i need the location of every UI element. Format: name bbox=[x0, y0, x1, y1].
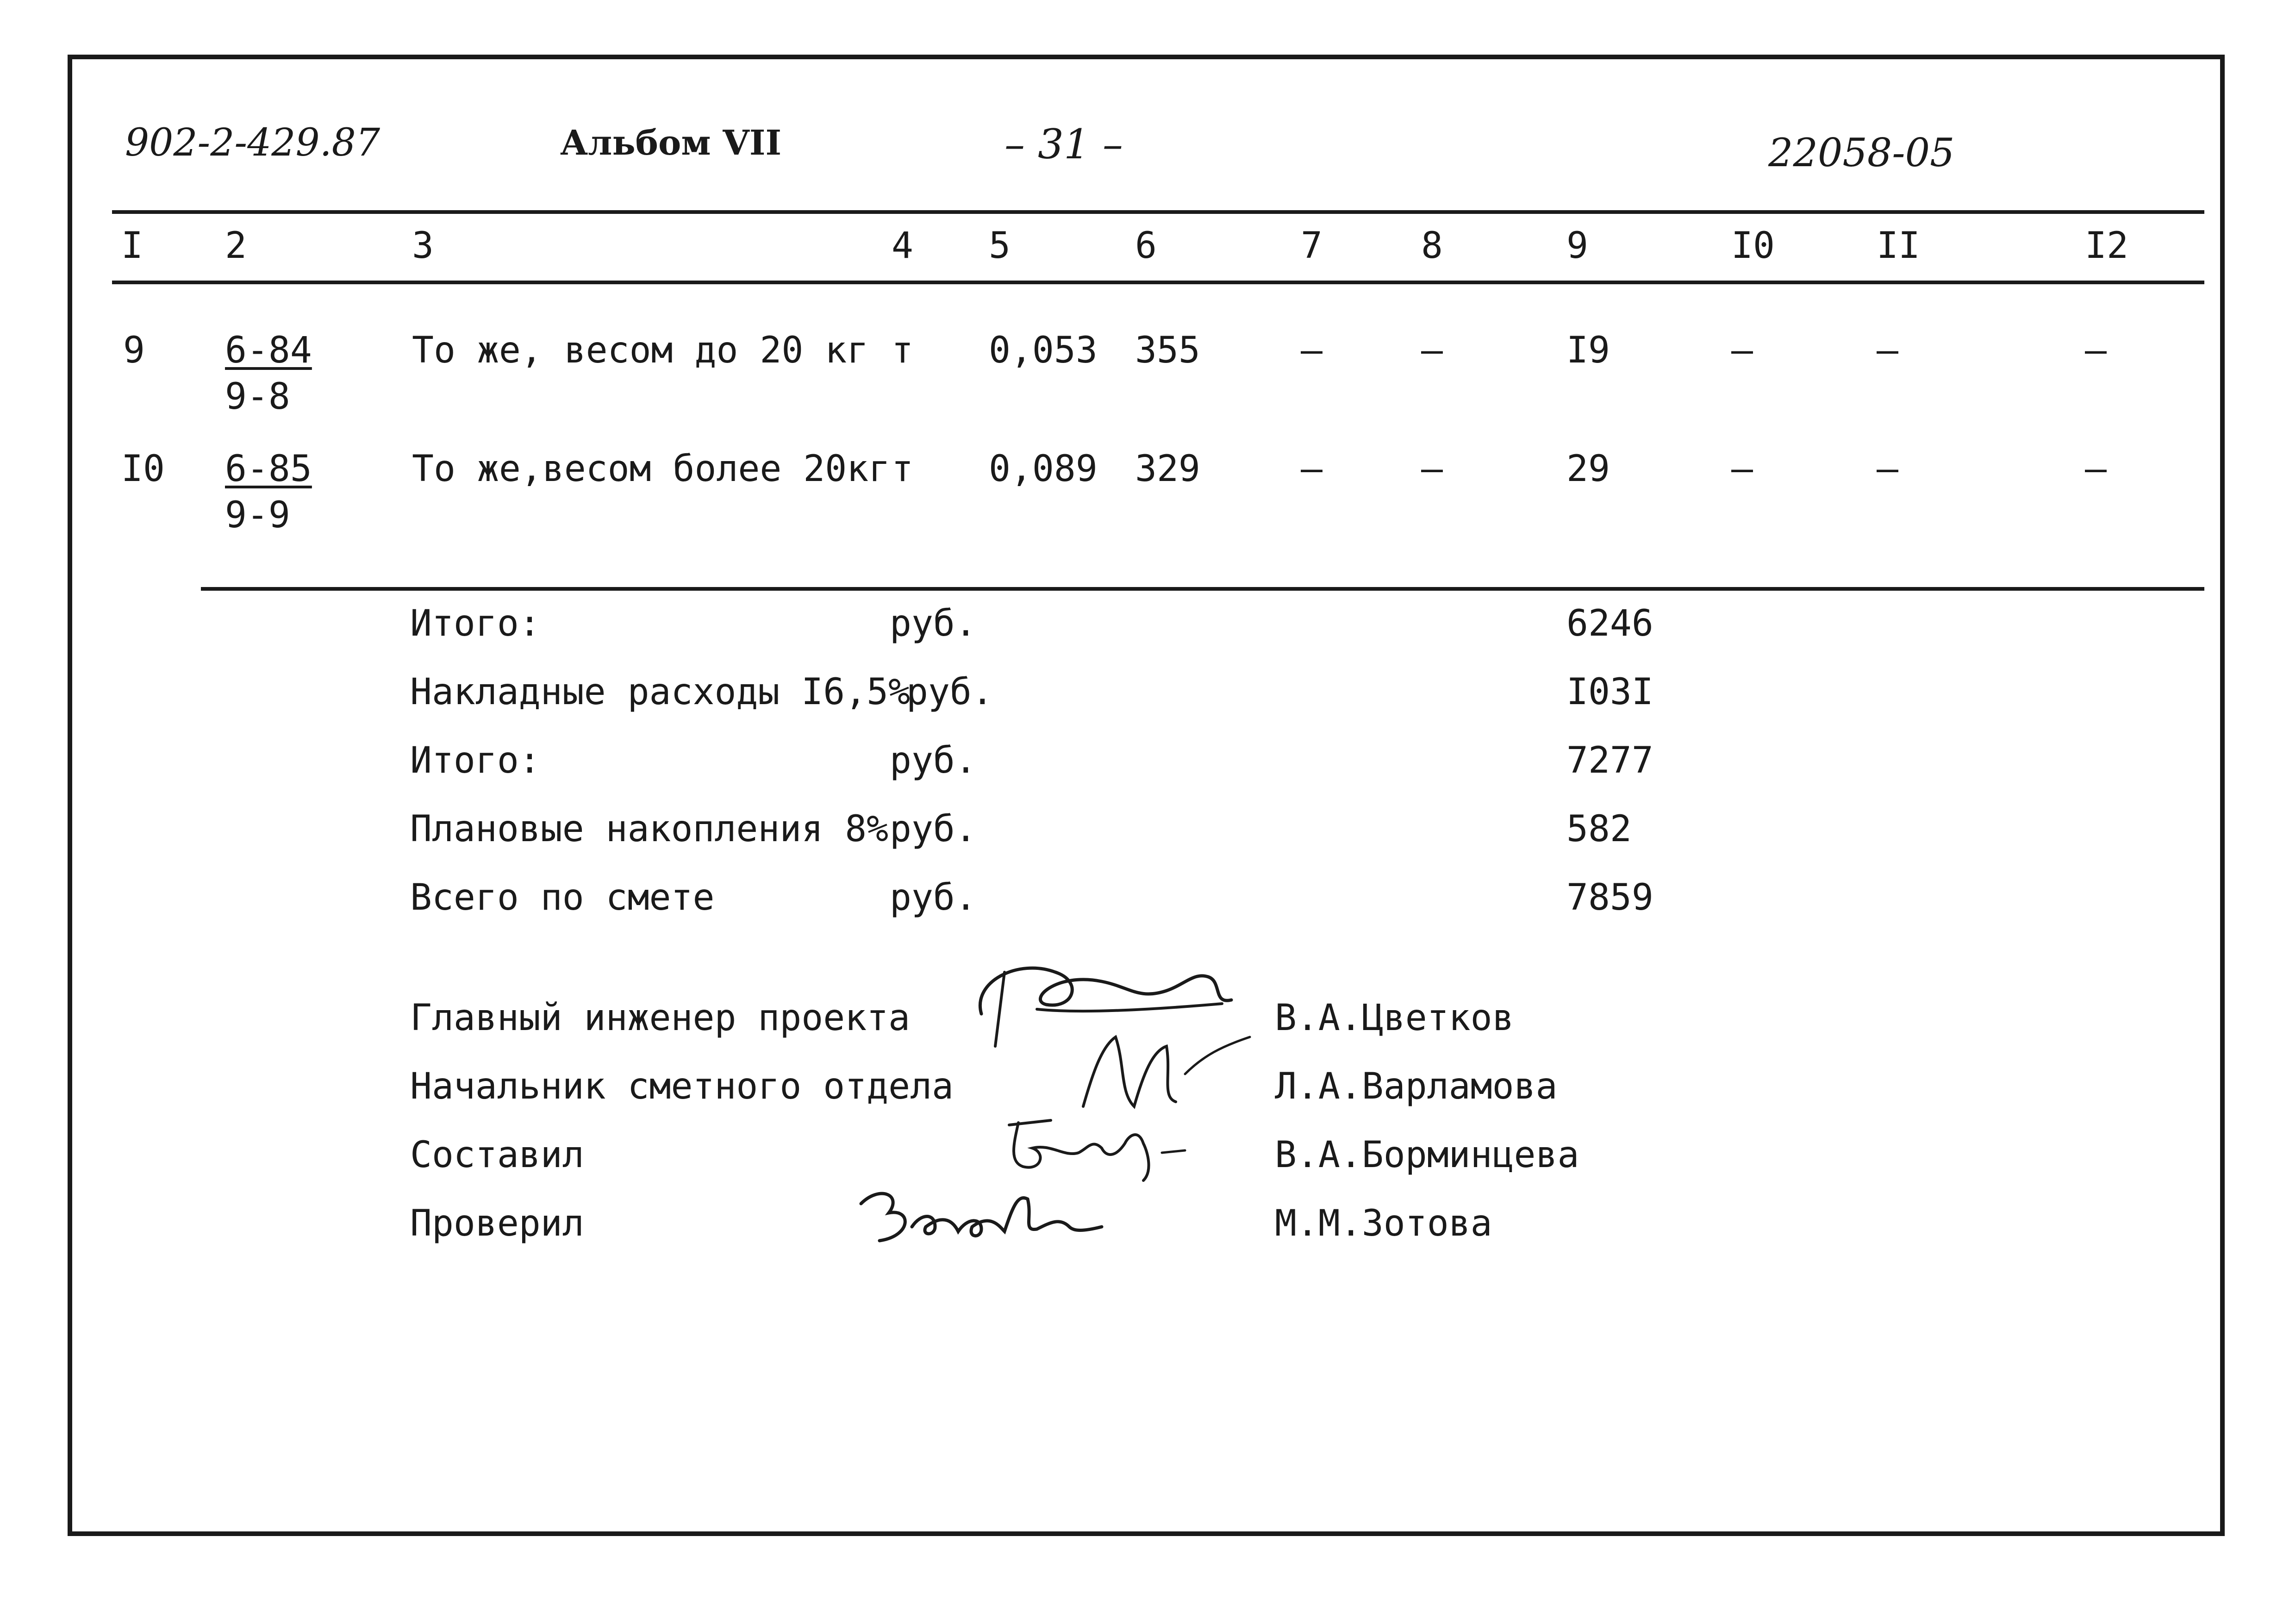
col-num-10: I0 bbox=[1731, 225, 1775, 267]
signature-2-role: Начальник сметного отдела bbox=[410, 1066, 954, 1107]
col-num-8: 8 bbox=[1421, 225, 1443, 267]
signature-checker bbox=[842, 1176, 1120, 1259]
row-2-col8: – bbox=[1421, 448, 1443, 490]
col-num-7: 7 bbox=[1301, 225, 1323, 267]
row-2-qty: 0,089 bbox=[989, 448, 1098, 490]
summary-1-value: 6246 bbox=[1566, 603, 1653, 644]
page-number: – 31 – bbox=[1004, 120, 1123, 168]
row-1-name: То же, весом до 20 кг bbox=[412, 330, 869, 371]
col-num-1: I bbox=[121, 225, 143, 267]
row-2-col7: – bbox=[1301, 448, 1323, 490]
row-2-name: То же,весом более 20кг bbox=[412, 448, 891, 490]
document-code: 902-2-429.87 bbox=[125, 121, 381, 165]
signature-1-role: Главный инженер проекта bbox=[410, 997, 911, 1039]
summary-5-value: 7859 bbox=[1566, 877, 1653, 918]
summary-2-value: I03I bbox=[1566, 671, 1653, 713]
row-2-code-bottom: 9-9 bbox=[225, 494, 290, 536]
header-bottom-rule bbox=[112, 281, 2204, 284]
row-1-unit: т bbox=[892, 330, 913, 371]
summary-3-unit: руб. bbox=[890, 740, 977, 781]
row-2-price: 329 bbox=[1135, 448, 1200, 490]
inventory-number: 22058-05 bbox=[1768, 130, 1955, 175]
row-2-col12: – bbox=[2085, 448, 2107, 490]
summary-1-unit: руб. bbox=[890, 603, 977, 644]
row-1-col7: – bbox=[1301, 330, 1323, 371]
row-1-code-bottom: 9-8 bbox=[225, 376, 290, 418]
row-1-total: I9 bbox=[1566, 330, 1610, 371]
row-1-qty: 0,053 bbox=[989, 330, 1098, 371]
signature-4-name: М.М.Зотова bbox=[1275, 1203, 1492, 1244]
signature-compiler bbox=[991, 1102, 1204, 1185]
col-num-6: 6 bbox=[1135, 225, 1157, 267]
row-1-col8: – bbox=[1421, 330, 1443, 371]
signature-3-role: Составил bbox=[410, 1134, 584, 1176]
col-num-3: 3 bbox=[412, 225, 434, 267]
signature-2-name: Л.А.Варламова bbox=[1275, 1066, 1558, 1107]
col-num-4: 4 bbox=[892, 225, 913, 267]
row-2-col10: – bbox=[1731, 448, 1753, 490]
row-1-col11: – bbox=[1877, 330, 1898, 371]
signature-4-role: Проверил bbox=[410, 1203, 584, 1244]
col-num-9: 9 bbox=[1566, 225, 1588, 267]
row-2-number: I0 bbox=[121, 448, 165, 490]
summary-4-unit: руб. bbox=[890, 808, 977, 850]
album-label: Альбом VII bbox=[560, 123, 782, 163]
summary-1-label: Итого: bbox=[410, 603, 541, 644]
signature-1-name: В.А.Цветков bbox=[1275, 997, 1514, 1039]
col-num-11: II bbox=[1877, 225, 1920, 267]
col-num-12: I2 bbox=[2085, 225, 2128, 267]
header-top-rule bbox=[112, 210, 2204, 214]
summary-5-label: Всего по смете bbox=[410, 877, 715, 918]
summary-4-label: Плановые накопления 8% bbox=[410, 808, 889, 850]
summary-4-value: 582 bbox=[1566, 808, 1632, 850]
signature-3-name: В.А.Борминцева bbox=[1275, 1134, 1579, 1176]
page-frame bbox=[68, 55, 2225, 1536]
row-1-col10: – bbox=[1731, 330, 1753, 371]
row-2-total: 29 bbox=[1566, 448, 1610, 490]
summary-2-label: Накладные расходы I6,5% bbox=[410, 671, 911, 713]
summary-3-label: Итого: bbox=[410, 740, 541, 781]
summary-2-unit: руб. bbox=[906, 671, 993, 713]
row-2-col11: – bbox=[1877, 448, 1898, 490]
summary-5-unit: руб. bbox=[890, 877, 977, 918]
row-2-unit: т bbox=[892, 448, 913, 490]
summary-3-value: 7277 bbox=[1566, 740, 1653, 781]
col-num-5: 5 bbox=[989, 225, 1011, 267]
col-num-2: 2 bbox=[225, 225, 247, 267]
row-1-price: 355 bbox=[1135, 330, 1200, 371]
row-1-col12: – bbox=[2085, 330, 2107, 371]
row-1-number: 9 bbox=[123, 330, 145, 371]
row-1-code-top: 6-84 bbox=[225, 330, 312, 371]
totals-rule bbox=[201, 587, 2204, 591]
row-2-code-top: 6-85 bbox=[225, 448, 312, 490]
